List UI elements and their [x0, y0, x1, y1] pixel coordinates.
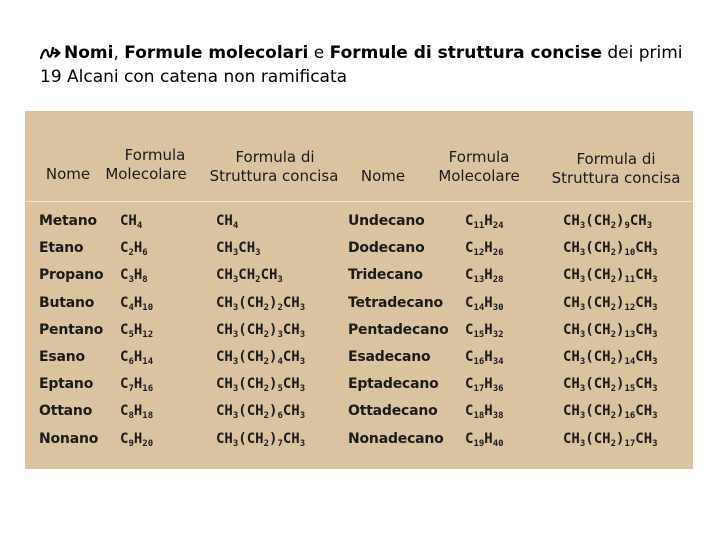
- header-right-molecular-line2: Molecolare: [438, 167, 520, 185]
- title-sep2: e: [308, 43, 330, 63]
- molecular-formula: $C_{18}H_{38}$: [465, 403, 504, 422]
- structural-formula: $CH_3(CH_2)_{16}CH_3$: [563, 403, 658, 422]
- molecular-formula: $C_8H_{18}$: [120, 403, 154, 422]
- structural-formula: $CH_3(CH_2)_{13}CH_3$: [563, 321, 658, 340]
- header-left-structural-line1: Formula di: [235, 148, 315, 166]
- structural-formula: $CH_3CH_2CH_3$: [216, 267, 283, 286]
- alkane-name: Eptadecano: [348, 376, 439, 393]
- title-bold-formule-struttura: Formule di struttura concise: [329, 43, 602, 63]
- header-right-name: Nome: [360, 167, 406, 185]
- molecular-formula: $C_5H_{12}$: [120, 321, 154, 340]
- header-left-name: Nome: [45, 165, 91, 183]
- alkane-name: Esadecano: [348, 349, 431, 365]
- molecular-formula: $C_{16}H_{34}$: [465, 349, 504, 367]
- header-divider: [25, 201, 693, 202]
- title-rest: dei primi 19 Alcani con catena non ramificata: [40, 43, 683, 87]
- structural-formula: $CH_3(CH_2)_{14}CH_3$: [563, 349, 658, 367]
- header-left-molecular-line2: Molecolare: [105, 165, 187, 183]
- alkane-name: Ottadecano: [348, 403, 438, 420]
- molecular-formula: $CH_4$: [120, 213, 143, 231]
- header-left-molecular-line1: Formula: [124, 146, 186, 164]
- alkane-name: Nonano: [39, 430, 99, 447]
- squiggle-arrow-icon: [40, 44, 62, 60]
- structural-formula: $CH_3(CH_2)_3CH_3$: [216, 321, 306, 340]
- molecular-formula: $C_2H_6$: [120, 240, 148, 259]
- molecular-formula: $C_6H_{14}$: [120, 349, 154, 367]
- molecular-formula: $C_{19}H_{40}$: [465, 430, 504, 449]
- header-left-molecular: [118, 146, 192, 165]
- structural-formula: $CH_3(CH_2)_{12}CH_3$: [563, 294, 658, 313]
- molecular-formula: $C_{14}H_{30}$: [465, 294, 504, 313]
- molecular-formula: $C_7H_{16}$: [120, 376, 154, 395]
- title-bold-nomi: Nomi: [64, 43, 114, 63]
- title-sep1: ,: [113, 43, 125, 63]
- molecular-formula: $C_{12}H_{26}$: [465, 240, 504, 259]
- alkanes-table: [25, 111, 693, 469]
- header-left-structural-line2: Struttura concisa: [209, 167, 339, 185]
- alkane-name: Undecano: [348, 213, 425, 229]
- alkane-name: Esano: [39, 349, 85, 365]
- molecular-formula: $C_{17}H_{36}$: [465, 376, 504, 395]
- alkane-name: Nonadecano: [348, 430, 444, 447]
- header-right-molecular-line1: Formula: [448, 148, 510, 166]
- structural-formula: $CH_3(CH_2)_{10}CH_3$: [563, 240, 658, 259]
- alkane-name: Metano: [39, 213, 97, 229]
- header-right-structural-line2: Struttura concisa: [551, 169, 681, 187]
- molecular-formula: $C_{15}H_{32}$: [465, 321, 504, 340]
- molecular-formula: $C_9H_{20}$: [120, 430, 154, 449]
- structural-formula: $CH_3(CH_2)_{15}CH_3$: [563, 376, 658, 395]
- molecular-formula: $C_4H_{10}$: [120, 294, 154, 313]
- alkane-name: Propano: [39, 267, 104, 284]
- molecular-formula: $C_3H_8$: [120, 267, 148, 286]
- structural-formula: $CH_3CH_3$: [216, 240, 261, 259]
- title-bold-formule-molecolari: Formule molecolari: [124, 43, 309, 63]
- structural-formula: $CH_3(CH_2)_{17}CH_3$: [563, 430, 658, 449]
- structural-formula: $CH_3(CH_2)_9CH_3$: [563, 213, 653, 231]
- structural-formula: $CH_3(CH_2)_6CH_3$: [216, 403, 306, 422]
- molecular-formula: $C_{11}H_{24}$: [465, 213, 504, 231]
- header-right-structural-line1: Formula di: [576, 150, 656, 168]
- alkane-name: Dodecano: [348, 240, 425, 257]
- molecular-formula: $C_{13}H_{28}$: [465, 267, 504, 286]
- alkane-name: Etano: [39, 240, 84, 257]
- structural-formula: $CH_3(CH_2)_2CH_3$: [216, 294, 306, 313]
- alkane-name: Tetradecano: [348, 294, 443, 311]
- alkane-name: Pentadecano: [348, 321, 449, 338]
- alkane-name: Ottano: [39, 403, 93, 420]
- structural-formula: $CH_3(CH_2)_7CH_3$: [216, 430, 306, 449]
- alkane-name: Butano: [39, 294, 95, 311]
- structural-formula: $CH_3(CH_2)_5CH_3$: [216, 376, 306, 395]
- structural-formula: $CH_3(CH_2)_4CH_3$: [216, 349, 306, 367]
- alkane-name: Pentano: [39, 321, 104, 338]
- structural-formula: $CH_3(CH_2)_{11}CH_3$: [563, 267, 658, 286]
- alkane-name: Tridecano: [348, 267, 423, 284]
- structural-formula: $CH_4$: [216, 213, 239, 231]
- alkane-name: Eptano: [39, 376, 94, 393]
- page-title: [40, 41, 700, 89]
